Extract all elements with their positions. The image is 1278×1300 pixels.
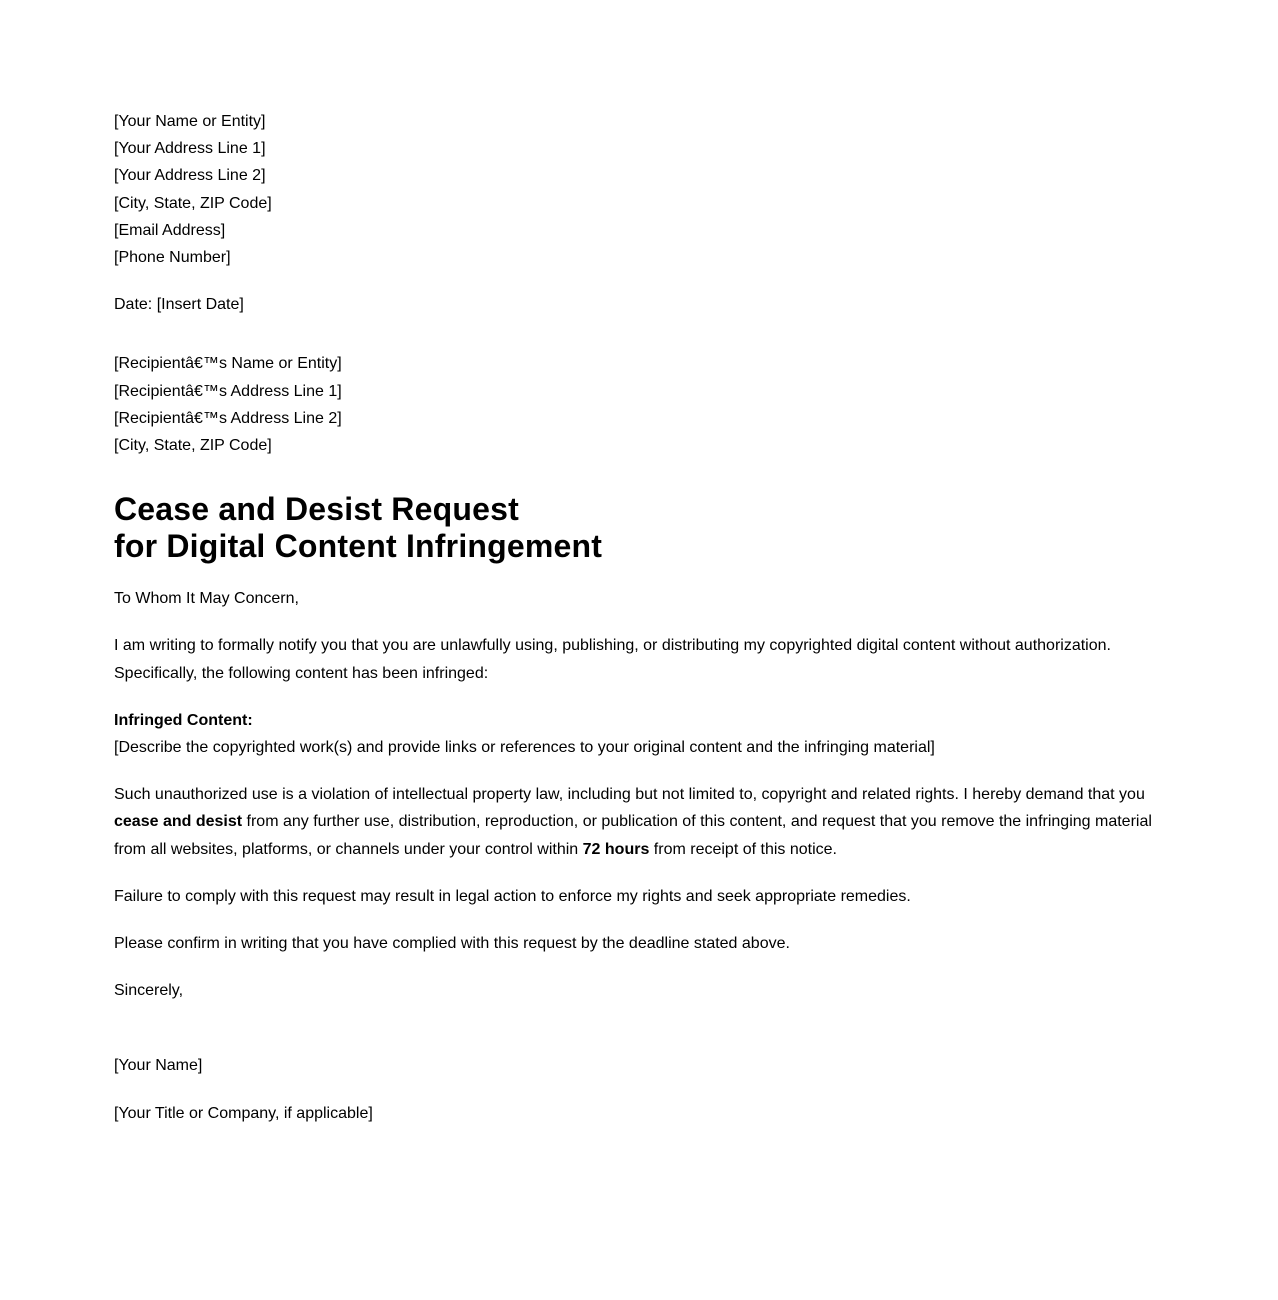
recipient-address-block: [114, 350, 1164, 459]
sender-email: [Email Address]: [114, 221, 226, 239]
sender-phone: [Phone Number]: [114, 249, 231, 267]
intro-line-2: Specifically, the following content has been infringed:: [114, 664, 489, 682]
demand-paragraph: [114, 781, 1164, 863]
signature-title: [Your Title or Company, if applicable]: [114, 1104, 373, 1122]
salutation: To Whom It May Concern,: [114, 590, 299, 608]
deadline-emphasis: 72 hours: [582, 840, 650, 858]
sender-address-line-1: [Your Address Line 1]: [114, 140, 266, 158]
sender-address-block: [114, 108, 1164, 271]
demand-text-3: from receipt of this notice.: [649, 840, 837, 858]
recipient-address-line-1: [Recipientâ€™s Address Line 1]: [114, 382, 342, 400]
sender-name: [Your Name or Entity]: [114, 113, 266, 130]
infringed-content-description: [Describe the copyrighted work(s) and provide links or references to your original content and the infringing material]: [114, 739, 935, 757]
demand-text-1: Such unauthorized use is a violation of intellectual property law, including but not limited to, copyright and related rights. I hereby demand that you: [114, 786, 1145, 804]
infringed-content-section: [114, 707, 1164, 761]
letter-title: [114, 491, 1164, 565]
sender-address-line-2: [Your Address Line 2]: [114, 167, 266, 185]
demand-text-2: from any further use, distribution, reproduction, or publication of this content, and request that you remove the infringing material from all websites, platforms, or channels under your control within: [114, 813, 1152, 858]
title-line-2: for Digital Content Infringement: [114, 528, 603, 565]
recipient-city-state-zip: [City, State, ZIP Code]: [114, 437, 272, 455]
sender-city-state-zip: [City, State, ZIP Code]: [114, 194, 272, 212]
letter-date: Date: [Insert Date]: [114, 296, 244, 314]
recipient-name: [Recipientâ€™s Name or Entity]: [114, 355, 342, 373]
recipient-address-line-2: [Recipientâ€™s Address Line 2]: [114, 409, 342, 427]
closing: Sincerely,: [114, 982, 184, 1000]
title-line-1: Cease and Desist Request: [114, 491, 519, 528]
intro-paragraph: [114, 632, 1164, 686]
signature-name: [Your Name]: [114, 1057, 203, 1075]
cease-and-desist-emphasis: cease and desist: [114, 813, 243, 831]
confirm-paragraph: Please confirm in writing that you have complied with this request by the deadline stated above.: [114, 935, 790, 953]
intro-line-1: I am writing to formally notify you that you are unlawfully using, publishing, or distributing my copyrighted digital content without authorization.: [114, 637, 1111, 655]
infringed-content-label: Infringed Content:: [114, 711, 253, 729]
warning-paragraph: Failure to comply with this request may result in legal action to enforce my rights and seek appropriate remedies.: [114, 887, 911, 905]
